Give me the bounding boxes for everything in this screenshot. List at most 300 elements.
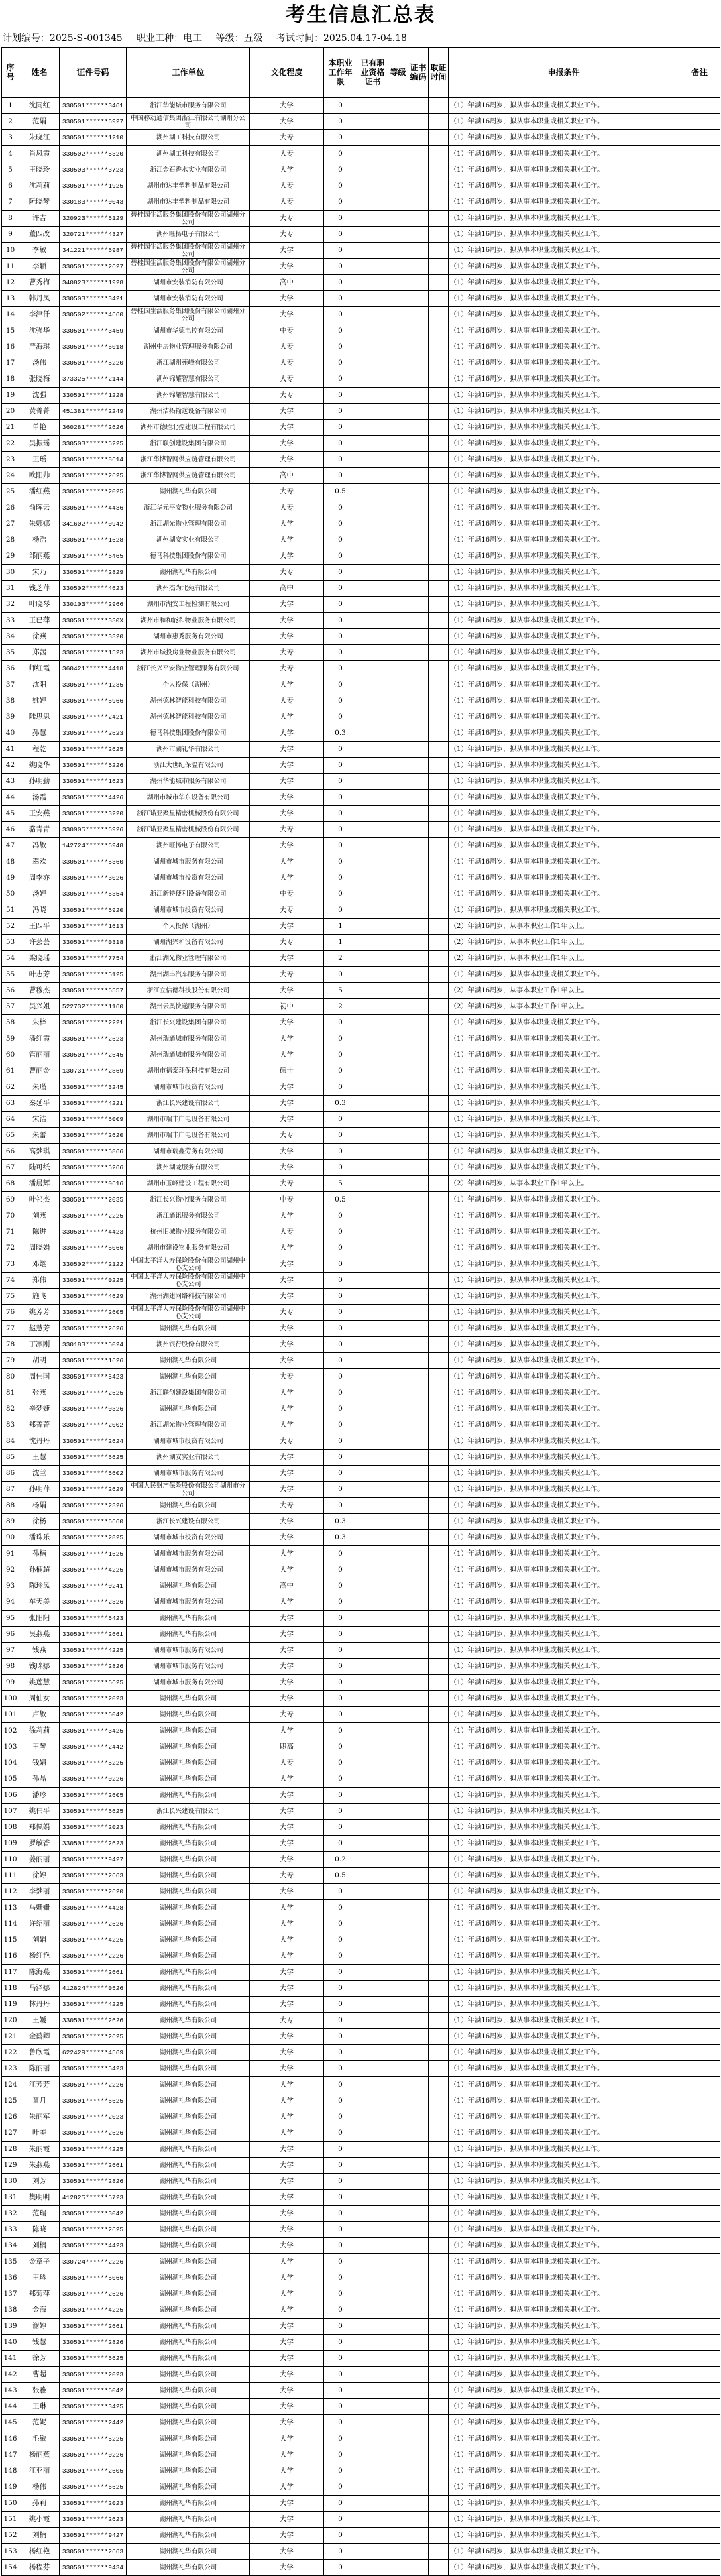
- cell-unit: 湖州市城市华东设备有限公司: [127, 790, 250, 806]
- cell-education: 大专: [250, 227, 324, 243]
- table-row: [2, 1788, 720, 1804]
- cell-condition: （1）年满16周岁，拟从事本职业或相关职业工作。: [449, 1353, 679, 1369]
- cell-cert-time: [429, 371, 449, 388]
- cell-id: 330501******6625: [60, 1675, 127, 1691]
- cell-note: [679, 1176, 720, 1192]
- cell-years: 0: [324, 291, 357, 307]
- cell-id: 330501******2661: [60, 2158, 127, 2174]
- cell-note: [679, 114, 720, 130]
- cell-name: 潘红霞: [19, 1031, 60, 1047]
- cell-level: [388, 2351, 408, 2367]
- cell-seq: 71: [2, 1224, 19, 1240]
- cell-seq: 43: [2, 774, 19, 790]
- cell-name: 沈强: [19, 388, 60, 404]
- cell-certificate: [357, 2142, 388, 2158]
- table-row: [2, 2093, 720, 2109]
- cell-cert-time: [429, 790, 449, 806]
- cell-years: 0: [324, 742, 357, 758]
- cell-cert-no: [408, 935, 429, 951]
- cell-note: [679, 838, 720, 854]
- cell-education: 大学: [250, 758, 324, 774]
- cell-note: [679, 1112, 720, 1128]
- cell-level: [388, 516, 408, 532]
- cell-cert-no: [408, 1916, 429, 1932]
- cell-condition: （1）年满16周岁，拟从事本职业或相关职业工作。: [449, 1031, 679, 1047]
- cell-note: [679, 2463, 720, 2479]
- cell-name: 冯晓: [19, 902, 60, 919]
- cell-note: [679, 1804, 720, 1820]
- cell-condition: （1）年满16周岁，拟从事本职业或相关职业工作。: [449, 114, 679, 130]
- cell-name: 范娟: [19, 114, 60, 130]
- table-row: [2, 581, 720, 597]
- cell-cert-no: [408, 902, 429, 919]
- cell-name: 汤霞: [19, 790, 60, 806]
- cell-cert-no: [408, 2077, 429, 2093]
- cell-years: 0: [324, 2479, 357, 2496]
- cell-id: 330501******2826: [60, 2174, 127, 2190]
- cell-certificate: [357, 1240, 388, 1256]
- cell-seq: 79: [2, 1353, 19, 1369]
- cell-unit: 湖州华能城市服务有限公司: [127, 774, 250, 790]
- table-row: [2, 2286, 720, 2302]
- cell-unit: 浙江华博智网供应链管理有限公司: [127, 468, 250, 484]
- cell-certificate: [357, 178, 388, 194]
- cell-cert-time: [429, 2222, 449, 2238]
- cell-certificate: [357, 532, 388, 548]
- cell-id: 330501******5423: [60, 2061, 127, 2077]
- cell-condition: （1）年满16周岁，拟从事本职业或相关职业工作。: [449, 2286, 679, 2302]
- cell-unit: 湖州市城市服务有限公司: [127, 1562, 250, 1578]
- cell-years: 0: [324, 1884, 357, 1900]
- cell-id: 330501******5220: [60, 355, 127, 371]
- cell-note: [679, 1256, 720, 1273]
- cell-unit: 湖州湖礼华有限公司: [127, 2399, 250, 2415]
- cell-cert-no: [408, 822, 429, 838]
- table-row: [2, 2222, 720, 2238]
- cell-level: [388, 2560, 408, 2576]
- cell-years: 0: [324, 774, 357, 790]
- job-type: 职业工种：电工: [136, 33, 203, 44]
- cell-level: [388, 1611, 408, 1627]
- cell-id: 330501******2623: [60, 1031, 127, 1047]
- cell-seq: 149: [2, 2479, 19, 2496]
- cell-level: [388, 886, 408, 902]
- table-row: [2, 1256, 720, 1273]
- table-row: [2, 2029, 720, 2045]
- cell-name: 陈进: [19, 1224, 60, 1240]
- cell-name: 姚婷: [19, 693, 60, 709]
- cell-education: 大学: [250, 2383, 324, 2399]
- cell-level: [388, 999, 408, 1015]
- cell-cert-time: [429, 1337, 449, 1353]
- cell-seq: 132: [2, 2206, 19, 2222]
- cell-seq: 110: [2, 1852, 19, 1868]
- cell-level: [388, 774, 408, 790]
- cell-condition: （1）年满16周岁，拟从事本职业或相关职业工作。: [449, 2206, 679, 2222]
- cell-cert-time: [429, 1820, 449, 1836]
- cell-unit: 湖州市城市投资有限公司: [127, 1079, 250, 1096]
- cell-education: 大学: [250, 1144, 324, 1160]
- cell-name: 吴兴姐: [19, 999, 60, 1015]
- cell-name: 刘楠: [19, 2528, 60, 2544]
- cell-name: 李津仟: [19, 307, 60, 323]
- cell-education: 大学: [250, 1900, 324, 1916]
- cell-level: [388, 1353, 408, 1369]
- cell-unit: 浙江大世纪保温有限公司: [127, 758, 250, 774]
- cell-unit: 湖州湖礼华有限公司: [127, 2190, 250, 2206]
- cell-certificate: [357, 2383, 388, 2399]
- cell-cert-no: [408, 1739, 429, 1755]
- cell-condition: （1）年满16周岁，拟从事本职业或相关职业工作。: [449, 709, 679, 725]
- cell-unit: 湖州湖礼华有限公司: [127, 1981, 250, 1997]
- table-row: [2, 1289, 720, 1305]
- plan-number: 计划编号：2025-S-001345: [3, 33, 123, 44]
- cell-id: 330501******2620: [60, 1884, 127, 1900]
- cell-id: 330501******2626: [60, 1321, 127, 1337]
- cell-cert-time: [429, 2077, 449, 2093]
- cell-education: 大学: [250, 2447, 324, 2463]
- cell-cert-no: [408, 1836, 429, 1852]
- cell-seq: 87: [2, 1482, 19, 1498]
- cell-unit: 浙江长兴物业服务有限公司: [127, 1192, 250, 1208]
- cell-unit: 浙江诺亚聚星精密机械股份有限公司: [127, 822, 250, 838]
- cell-seq: 104: [2, 1755, 19, 1771]
- cell-certificate: [357, 2254, 388, 2270]
- cell-id: 330501******5866: [60, 1144, 127, 1160]
- cell-level: [388, 404, 408, 420]
- cell-cert-no: [408, 1771, 429, 1788]
- cell-note: [679, 323, 720, 339]
- cell-level: [388, 2302, 408, 2319]
- cell-condition: （1）年满16周岁，拟从事本职业或相关职业工作。: [449, 2528, 679, 2544]
- cell-id: 330503******6225: [60, 436, 127, 452]
- cell-condition: （1）年满16周岁，拟从事本职业或相关职业工作。: [449, 2431, 679, 2447]
- cell-certificate: [357, 1273, 388, 1289]
- cell-unit: 湖州市和和能和物业服务有限公司: [127, 613, 250, 629]
- cell-seq: 107: [2, 1804, 19, 1820]
- cell-cert-no: [408, 1498, 429, 1514]
- cell-cert-time: [429, 983, 449, 999]
- cell-seq: 8: [2, 211, 19, 227]
- cell-unit: 湖州市城市服务有限公司: [127, 1466, 250, 1482]
- table-row: [2, 2496, 720, 2512]
- cell-name: 邹丽燕: [19, 548, 60, 565]
- cell-certificate: [357, 1981, 388, 1997]
- cell-education: 大学: [250, 2158, 324, 2174]
- cell-unit: 湖州云奥快递服务有限公司: [127, 999, 250, 1015]
- table-row: [2, 2077, 720, 2093]
- table-row: [2, 693, 720, 709]
- cell-seq: 54: [2, 951, 19, 967]
- cell-seq: 133: [2, 2222, 19, 2238]
- cell-certificate: [357, 436, 388, 452]
- cell-condition: （1）年满16周岁，拟从事本职业或相关职业工作。: [449, 1450, 679, 1466]
- cell-certificate: [357, 2463, 388, 2479]
- cell-condition: （1）年满16周岁，拟从事本职业或相关职业工作。: [449, 1289, 679, 1305]
- column-header: 备注: [679, 48, 720, 98]
- cell-name: 孙明勤: [19, 774, 60, 790]
- cell-cert-no: [408, 162, 429, 178]
- table-row: [2, 709, 720, 725]
- cell-seq: 13: [2, 291, 19, 307]
- cell-id: 330501******330X: [60, 613, 127, 629]
- cell-condition: （1）年满16周岁，拟从事本职业或相关职业工作。: [449, 1578, 679, 1594]
- cell-cert-no: [408, 1948, 429, 1965]
- cell-name: 邓继: [19, 1256, 60, 1273]
- table-row: [2, 1546, 720, 1562]
- cell-education: 大学: [250, 114, 324, 130]
- cell-cert-no: [408, 420, 429, 436]
- table-row: [2, 1096, 720, 1112]
- cell-seq: 137: [2, 2286, 19, 2302]
- cell-education: 大学: [250, 1160, 324, 1176]
- cell-certificate: [357, 967, 388, 983]
- cell-level: [388, 468, 408, 484]
- cell-level: [388, 532, 408, 548]
- cell-certificate: [357, 1144, 388, 1160]
- cell-unit: 湖州湖礼华有限公司: [127, 1900, 250, 1916]
- cell-education: 大专: [250, 1305, 324, 1321]
- cell-condition: （1）年满16周岁，拟从事本职业或相关职业工作。: [449, 806, 679, 822]
- cell-unit: 湖州银行股份有限公司: [127, 1337, 250, 1353]
- cell-note: [679, 178, 720, 194]
- cell-certificate: [357, 999, 388, 1015]
- cell-certificate: [357, 1514, 388, 1530]
- cell-cert-time: [429, 500, 449, 516]
- cell-cert-no: [408, 951, 429, 967]
- table-row: [2, 307, 720, 323]
- cell-certificate: [357, 1450, 388, 1466]
- table-row: [2, 259, 720, 275]
- cell-education: 大专: [250, 484, 324, 500]
- cell-cert-no: [408, 1820, 429, 1836]
- table-row: [2, 532, 720, 548]
- cell-years: 0: [324, 1144, 357, 1160]
- cell-cert-no: [408, 790, 429, 806]
- cell-years: 0: [324, 452, 357, 468]
- cell-seq: 106: [2, 1788, 19, 1804]
- cell-id: 330103******2966: [60, 597, 127, 613]
- cell-years: 0: [324, 597, 357, 613]
- cell-note: [679, 1466, 720, 1482]
- cell-id: 330501******2626: [60, 2125, 127, 2142]
- cell-seq: 45: [2, 806, 19, 822]
- cell-education: 大学: [250, 2109, 324, 2125]
- cell-note: [679, 629, 720, 645]
- cell-name: 王媛: [19, 2013, 60, 2029]
- cell-cert-no: [408, 2528, 429, 2544]
- cell-education: 大学: [250, 1916, 324, 1932]
- cell-name: 朱蕾: [19, 1128, 60, 1144]
- cell-cert-no: [408, 2093, 429, 2109]
- column-header: 取证时间: [429, 48, 449, 98]
- cell-id: 330501******4225: [60, 1643, 127, 1659]
- cell-cert-no: [408, 613, 429, 629]
- cell-id: 330501******5966: [60, 693, 127, 709]
- cell-note: [679, 355, 720, 371]
- cell-education: 大学: [250, 1273, 324, 1289]
- cell-level: [388, 629, 408, 645]
- cell-unit: 湖州湖礼华有限公司: [127, 2319, 250, 2335]
- table-row: [2, 838, 720, 854]
- cell-cert-time: [429, 2109, 449, 2125]
- cell-seq: 39: [2, 709, 19, 725]
- cell-unit: 湖州湖礼华有限公司: [127, 1707, 250, 1723]
- cell-cert-time: [429, 98, 449, 114]
- cell-name: 王瑶: [19, 452, 60, 468]
- cell-cert-no: [408, 1514, 429, 1530]
- cell-years: 0: [324, 1240, 357, 1256]
- cell-level: [388, 1031, 408, 1047]
- cell-level: [388, 2431, 408, 2447]
- cell-years: 1: [324, 935, 357, 951]
- cell-unit: 湖州湖礼华有限公司: [127, 2447, 250, 2463]
- cell-name: 林丹丹: [19, 1997, 60, 2013]
- table-row: [2, 1981, 720, 1997]
- cell-seq: 126: [2, 2109, 19, 2125]
- cell-id: 330502******5320: [60, 146, 127, 162]
- cell-note: [679, 645, 720, 661]
- table-row: [2, 1868, 720, 1884]
- cell-certificate: [357, 1900, 388, 1916]
- cell-name: 辛梦婕: [19, 1401, 60, 1417]
- cell-years: 0: [324, 371, 357, 388]
- cell-years: 0: [324, 1739, 357, 1755]
- cell-name: 朱晓江: [19, 130, 60, 146]
- cell-seq: 24: [2, 468, 19, 484]
- cell-education: 大学: [250, 2479, 324, 2496]
- cell-education: 大学: [250, 2206, 324, 2222]
- cell-seq: 44: [2, 790, 19, 806]
- cell-education: 大学: [250, 1788, 324, 1804]
- cell-certificate: [357, 1965, 388, 1981]
- cell-certificate: [357, 1321, 388, 1337]
- cell-unit: 碧桂园生活服务集团股份有限公司湖州分公司: [127, 243, 250, 259]
- cell-id: 330501******6625: [60, 2351, 127, 2367]
- cell-cert-no: [408, 2383, 429, 2399]
- cell-note: [679, 1900, 720, 1916]
- cell-education: 大学: [250, 1337, 324, 1353]
- table-row: [2, 1755, 720, 1771]
- cell-id: 330501******3425: [60, 1723, 127, 1739]
- cell-name: 姜丽丽: [19, 1852, 60, 1868]
- cell-condition: （1）年满16周岁，拟从事本职业或相关职业工作。: [449, 1900, 679, 1916]
- cell-unit: 中国太平洋人寿保险股份有限公司湖州中心支公司: [127, 1256, 250, 1273]
- cell-name: 陈晓: [19, 2222, 60, 2238]
- cell-years: 0: [324, 1932, 357, 1948]
- cell-level: [388, 2463, 408, 2479]
- cell-years: 0: [324, 355, 357, 371]
- cell-seq: 21: [2, 420, 19, 436]
- cell-certificate: [357, 1256, 388, 1273]
- cell-condition: （1）年满16周岁，拟从事本职业或相关职业工作。: [449, 790, 679, 806]
- cell-unit: 湖州市华德电控有限公司: [127, 323, 250, 339]
- cell-level: [388, 2528, 408, 2544]
- cell-level: [388, 307, 408, 323]
- cell-unit: 湖州德林智能科技有限公司: [127, 693, 250, 709]
- cell-certificate: [357, 259, 388, 275]
- cell-name: 杨浩: [19, 532, 60, 548]
- cell-unit: 湖州湖礼华有限公司: [127, 2270, 250, 2286]
- cell-condition: （1）年满16周岁，拟从事本职业或相关职业工作。: [449, 2319, 679, 2335]
- cell-seq: 17: [2, 355, 19, 371]
- cell-level: [388, 2142, 408, 2158]
- cell-level: [388, 1433, 408, 1450]
- cell-certificate: [357, 1482, 388, 1498]
- cell-cert-time: [429, 1514, 449, 1530]
- cell-cert-time: [429, 1096, 449, 1112]
- cell-note: [679, 2045, 720, 2061]
- cell-cert-time: [429, 2512, 449, 2528]
- cell-unit: 中国太平洋人寿保险股份有限公司湖州中心支公司: [127, 1305, 250, 1321]
- cell-level: [388, 2479, 408, 2496]
- cell-cert-no: [408, 2302, 429, 2319]
- cell-cert-no: [408, 1321, 429, 1337]
- table-row: [2, 1562, 720, 1578]
- cell-id: 330501******4225: [60, 1562, 127, 1578]
- cell-condition: （1）年满16周岁，拟从事本职业或相关职业工作。: [449, 130, 679, 146]
- cell-condition: （1）年满16周岁，拟从事本职业或相关职业工作。: [449, 1128, 679, 1144]
- cell-unit: 湖州市城市投资有限公司: [127, 1433, 250, 1450]
- cell-cert-no: [408, 1224, 429, 1240]
- cell-note: [679, 243, 720, 259]
- cell-id: 330501******2442: [60, 2415, 127, 2431]
- cell-id: 330501******3220: [60, 806, 127, 822]
- table-row: [2, 2254, 720, 2270]
- cell-certificate: [357, 2335, 388, 2351]
- cell-unit: 浙江金石香水实业有限公司: [127, 162, 250, 178]
- cell-seq: 67: [2, 1160, 19, 1176]
- cell-note: [679, 1530, 720, 1546]
- cell-education: 大学: [250, 2222, 324, 2238]
- cell-note: [679, 2399, 720, 2415]
- cell-cert-time: [429, 2544, 449, 2560]
- cell-certificate: [357, 291, 388, 307]
- cell-cert-time: [429, 2302, 449, 2319]
- cell-condition: （1）年满16周岁，拟从事本职业或相关职业工作。: [449, 1240, 679, 1256]
- cell-seq: 129: [2, 2158, 19, 2174]
- cell-note: [679, 146, 720, 162]
- cell-certificate: [357, 1063, 388, 1079]
- cell-education: 大专: [250, 339, 324, 355]
- cell-cert-time: [429, 259, 449, 275]
- cell-condition: （1）年满16周岁，拟从事本职业或相关职业工作。: [449, 323, 679, 339]
- cell-years: 0: [324, 902, 357, 919]
- cell-cert-no: [408, 98, 429, 114]
- cell-certificate: [357, 1385, 388, 1401]
- cell-id: 330502******4660: [60, 307, 127, 323]
- table-row: [2, 1208, 720, 1224]
- cell-id: 330501******2605: [60, 1788, 127, 1804]
- cell-name: 车天美: [19, 1594, 60, 1611]
- cell-condition: （1）年满16周岁，拟从事本职业或相关职业工作。: [449, 2351, 679, 2367]
- cell-education: 大学: [250, 2270, 324, 2286]
- cell-name: 钱咪娜: [19, 1659, 60, 1675]
- table-row: [2, 983, 720, 999]
- cell-condition: （1）年满16周岁，拟从事本职业或相关职业工作。: [449, 2399, 679, 2415]
- cell-seq: 114: [2, 1916, 19, 1932]
- cell-cert-no: [408, 2544, 429, 2560]
- cell-cert-time: [429, 2254, 449, 2270]
- cell-seq: 128: [2, 2142, 19, 2158]
- cell-education: 大学: [250, 1031, 324, 1047]
- cell-condition: （1）年满16周岁，拟从事本职业或相关职业工作。: [449, 2077, 679, 2093]
- cell-cert-no: [408, 1627, 429, 1643]
- cell-condition: （1）年满16周岁，拟从事本职业或相关职业工作。: [449, 1096, 679, 1112]
- cell-unit: 湖州市城市服务有限公司: [127, 1594, 250, 1611]
- cell-note: [679, 597, 720, 613]
- cell-unit: 湖州湖礼华有限公司: [127, 1788, 250, 1804]
